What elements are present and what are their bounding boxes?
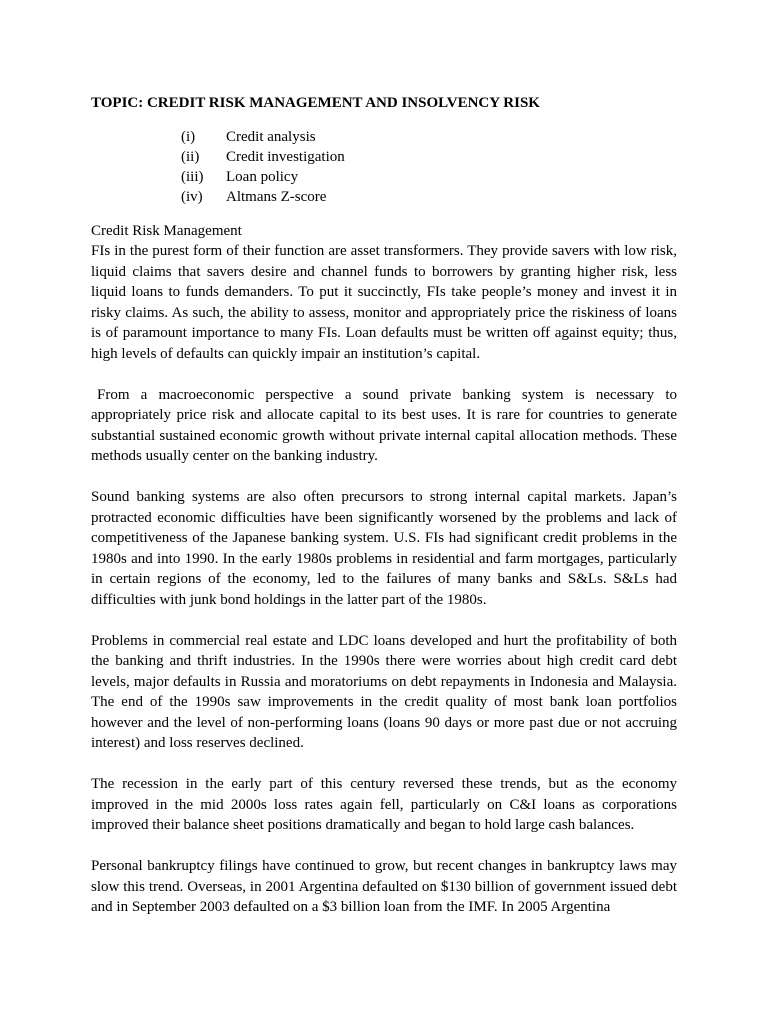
topic-label: Credit analysis xyxy=(226,128,316,145)
document-title: TOPIC: CREDIT RISK MANAGEMENT AND INSOLVENCY RISK xyxy=(91,95,540,111)
body-paragraph: Problems in commercial real estate and LDC loans developed and hurt the profitability of both the banking and thrift industries. In the 1990s there were worries about high credit card debt levels, major defaults in Russia and moratoriums on debt repayments in Indonesia and Malaysia. The end of the 1990s saw improvements in the credit quality of most bank loan portfolios however and the level of non-performing loans (loans 90 days or more past due or not accruing interest) and loss reserves declined. xyxy=(91,632,677,752)
topic-label: Altmans Z-score xyxy=(226,189,327,206)
section-heading: Credit Risk Management xyxy=(91,222,242,239)
topic-label: Credit investigation xyxy=(226,148,345,165)
topic-list-item xyxy=(181,147,677,167)
body-paragraph: Sound banking systems are also often precursors to strong internal capital markets. Japan’s protracted economic difficulties have been significantly worsened by the problems and lack of competitiveness of the Japanese banking system. U.S. FIs had significant credit problems in the 1980s and into 1990. In the early 1980s problems in residential and farm mortgages, particularly in certain regions of the economy, led to the failures of many banks and S&Ls. S&Ls had difficulties with junk bond holdings in the latter part of the 1980s. xyxy=(91,489,677,608)
topic-number: (iii) xyxy=(181,169,204,186)
topic-number: (iv) xyxy=(181,189,203,206)
body-paragraph: From a macroeconomic perspective a sound private banking system is necessary to appropriately price risk and allocate capital to its best uses. It is rare for countries to generate substantial sustained economic growth without private internal capital allocation methods. These methods usually center on the banking industry. xyxy=(91,386,677,465)
topic-number: (ii) xyxy=(181,148,200,165)
document-page xyxy=(91,93,677,916)
topic-label: Loan policy xyxy=(226,169,299,186)
body-paragraph: Personal bankruptcy filings have continued to grow, but recent changes in bankruptcy laws may slow this trend. Overseas, in 2001 Argentina defaulted on $130 billion of government issued debt and in September 2003 defaulted on a $3 billion loan from the IMF. In 2005 Argentina xyxy=(91,858,677,916)
topic-list xyxy=(181,127,677,208)
topic-list-item xyxy=(181,127,677,147)
body-paragraph: FIs in the purest form of their function are asset transformers. They provide savers with low risk, liquid claims that savers desire and channel funds to borrowers by granting higher risk, less liquid loans to funds demanders. To put it succinctly, FIs take people’s money and invest it in risky claims. As such, the ability to assess, monitor and appropriately price the riskiness of loans is of paramount importance to many FIs. Loan defaults must be written off against equity; thus, high levels of defaults can quickly impair an institution’s capital. xyxy=(91,243,677,362)
topic-list-item xyxy=(181,187,677,207)
topic-list-item xyxy=(181,167,677,187)
body-paragraph: The recession in the early part of this century reversed these trends, but as the economy improved in the mid 2000s loss rates again fell, particularly on C&I loans as corporations improved their balance sheet positions dramatically and began to hold large cash balances. xyxy=(91,776,677,834)
topic-number: (i) xyxy=(181,128,196,145)
